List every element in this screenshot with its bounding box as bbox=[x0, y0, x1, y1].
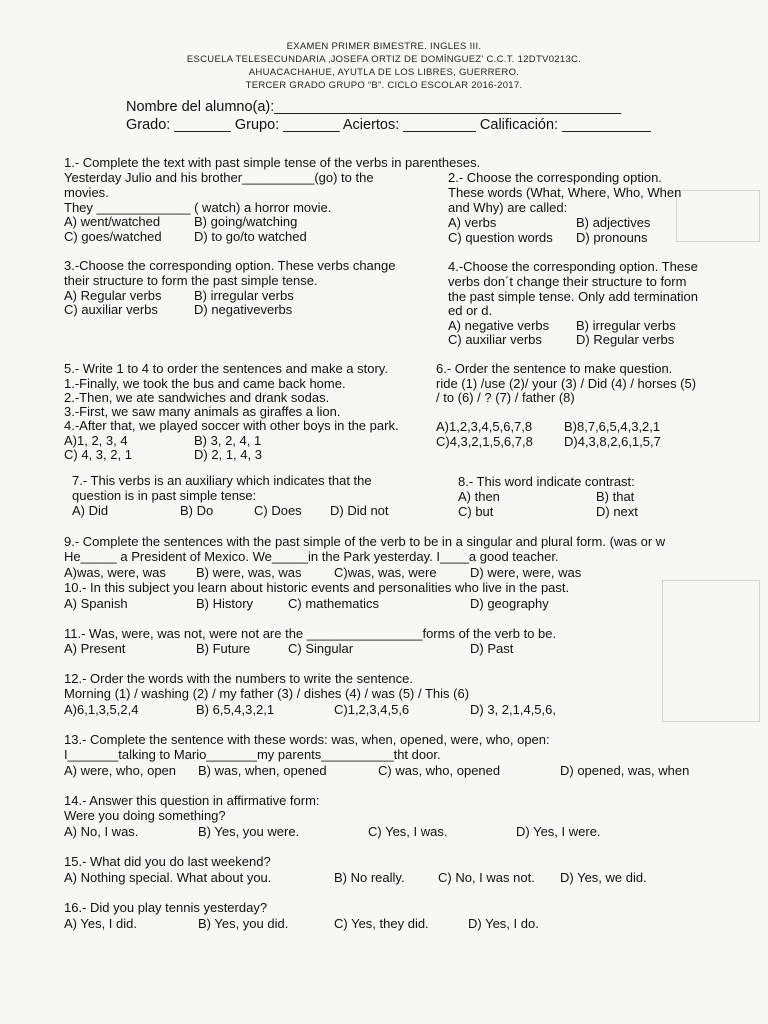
q4-text-line: verbs don´t change their structure to form bbox=[448, 274, 687, 289]
q2-option-a[interactable]: A) verbs bbox=[448, 215, 497, 230]
q6-prompt: 6.- Order the sentence to make question. bbox=[436, 361, 673, 376]
q12-prompt: 12.- Order the words with the numbers to write the sentence. bbox=[64, 671, 414, 686]
q12-text-line: Morning (1) / washing (2) / my father (3) / dishes (4) / was (5) / This (6) bbox=[64, 686, 470, 701]
q1-option-b[interactable]: B) going/watching bbox=[194, 214, 298, 229]
q13-option-a[interactable]: A) were, who, open bbox=[64, 763, 177, 778]
q5-option-c[interactable]: C) 4, 3, 2, 1 bbox=[64, 447, 132, 462]
q3-option-d[interactable]: D) negativeverbs bbox=[194, 302, 293, 317]
q5-sentence: 3.-First, we saw many animals as giraffes a lion. bbox=[64, 404, 341, 419]
q10-option-c[interactable]: C) mathematics bbox=[288, 596, 380, 611]
school-location: AHUACACHAHUE, AYUTLA DE LOS LIBRES, GUERRERO. bbox=[248, 67, 520, 78]
q11-option-a[interactable]: A) Present bbox=[64, 641, 126, 656]
q11-option-d[interactable]: D) Past bbox=[470, 641, 514, 656]
q10-prompt: 10.- In this subject you learn about historic events and personalities who live in the past. bbox=[64, 580, 570, 595]
q1-option-c[interactable]: C) goes/watched bbox=[64, 229, 162, 244]
q6-option-c[interactable]: C)4,3,2,1,5,6,7,8 bbox=[436, 434, 533, 449]
q7-prompt: 7.- This verbs is an auxiliary which indicates that the bbox=[72, 473, 372, 488]
q16-option-d[interactable]: D) Yes, I do. bbox=[468, 916, 539, 931]
q7-option-c[interactable]: C) Does bbox=[254, 503, 302, 518]
q6-text-line: ride (1) /use (2)/ your (3) / Did (4) / horses (5) bbox=[436, 376, 697, 391]
q1-text-line: They _____________ ( watch) a horror movie. bbox=[64, 200, 332, 215]
q4-option-c[interactable]: C) auxiliar verbs bbox=[448, 332, 542, 347]
q4-prompt: 4.-Choose the corresponding option. These bbox=[448, 259, 698, 274]
q9-option-b[interactable]: B) were, was, was bbox=[196, 565, 302, 580]
q2-text-line: These words (What, Where, Who, When bbox=[448, 185, 682, 200]
q2-text-line: and Why) are called: bbox=[448, 200, 568, 215]
grade-group-score-field[interactable]: Grado: _______ Grupo: _______ Aciertos: _________ Calificación: ___________ bbox=[126, 117, 651, 133]
q7-option-a[interactable]: A) Did bbox=[72, 503, 109, 518]
q14-prompt: 14.- Answer this question in affirmative form: bbox=[64, 793, 320, 808]
q13-text-line: I_______talking to Mario_______my parents__________tht door. bbox=[64, 747, 441, 762]
q8-option-a[interactable]: A) then bbox=[458, 489, 500, 504]
q9-option-a[interactable]: A)was, were, was bbox=[64, 565, 166, 580]
q15-prompt: 15.- What did you do last weekend? bbox=[64, 854, 271, 869]
q9-text-line: He_____ a President of Mexico. We_____in the Park yesterday. I____a good teacher. bbox=[64, 549, 559, 564]
q9-prompt: 9.- Complete the sentences with the past simple of the verb to be in a singular and plural form. (was or w bbox=[64, 534, 666, 549]
q4-option-d[interactable]: D) Regular verbs bbox=[576, 332, 675, 347]
q14-option-a[interactable]: A) No, I was. bbox=[64, 824, 139, 839]
q4-option-b[interactable]: B) irregular verbs bbox=[576, 318, 676, 333]
q16-option-c[interactable]: C) Yes, they did. bbox=[334, 916, 429, 931]
bleed-through-box bbox=[662, 580, 760, 722]
q15-option-d[interactable]: D) Yes, we did. bbox=[560, 870, 647, 885]
q2-option-c[interactable]: C) question words bbox=[448, 230, 553, 245]
q1-text-line: movies. bbox=[64, 185, 109, 200]
q16-prompt: 16.- Did you play tennis yesterday? bbox=[64, 900, 268, 915]
q5-option-a[interactable]: A)1, 2, 3, 4 bbox=[64, 433, 128, 448]
q13-option-c[interactable]: C) was, who, opened bbox=[378, 763, 501, 778]
q14-option-b[interactable]: B) Yes, you were. bbox=[198, 824, 300, 839]
q13-option-b[interactable]: B) was, when, opened bbox=[198, 763, 327, 778]
q13-option-d[interactable]: D) opened, was, when bbox=[560, 763, 690, 778]
q12-option-b[interactable]: B) 6,5,4,3,2,1 bbox=[196, 702, 275, 717]
q1-option-d[interactable]: D) to go/to watched bbox=[194, 229, 307, 244]
q6-option-a[interactable]: A)1,2,3,4,5,6,7,8 bbox=[436, 419, 533, 434]
q5-sentence: 4.-After that, we played soccer with other boys in the park. bbox=[64, 418, 399, 433]
q8-option-b[interactable]: B) that bbox=[596, 489, 635, 504]
q3-option-c[interactable]: C) auxiliar verbs bbox=[64, 302, 158, 317]
q6-option-d[interactable]: D)4,3,8,2,6,1,5,7 bbox=[564, 434, 661, 449]
q11-option-b[interactable]: B) Future bbox=[196, 641, 251, 656]
q8-prompt: 8.- This word indicate contrast: bbox=[458, 474, 635, 489]
q8-option-d[interactable]: D) next bbox=[596, 504, 638, 519]
q11-prompt: 11.- Was, were, was not, were not are the ________________forms of the verb to be. bbox=[64, 626, 557, 641]
q2-option-b[interactable]: B) adjectives bbox=[576, 215, 651, 230]
q3-option-b[interactable]: B) irregular verbs bbox=[194, 288, 294, 303]
q5-option-b[interactable]: B) 3, 2, 4, 1 bbox=[194, 433, 262, 448]
q2-prompt: 2.- Choose the corresponding option. bbox=[448, 170, 662, 185]
q10-option-d[interactable]: D) geography bbox=[470, 596, 549, 611]
q4-text-line: the past simple tense. Only add termination bbox=[448, 289, 699, 304]
q15-option-c[interactable]: C) No, I was not. bbox=[438, 870, 535, 885]
q14-text-line: Were you doing something? bbox=[64, 808, 226, 823]
school-name: ESCUELA TELESECUNDARIA ‚JOSEFA ORTIZ DE DOMÍNGUEZ’ C.C.T. 12DTV0213C. bbox=[186, 54, 582, 65]
q7-option-b[interactable]: B) Do bbox=[180, 503, 214, 518]
q5-prompt: 5.- Write 1 to 4 to order the sentences and make a story. bbox=[64, 361, 388, 376]
q7-option-d[interactable]: D) Did not bbox=[330, 503, 389, 518]
q8-option-c[interactable]: C) but bbox=[458, 504, 494, 519]
q5-sentence: 1.-Finally, we took the bus and came back home. bbox=[64, 376, 346, 391]
q1-text-line: Yesterday Julio and his brother__________(go) to the bbox=[64, 170, 374, 185]
q5-option-d[interactable]: D) 2, 1, 4, 3 bbox=[194, 447, 262, 462]
q14-option-d[interactable]: D) Yes, I were. bbox=[516, 824, 601, 839]
q1-prompt: 1.- Complete the text with past simple tense of the verbs in parentheses. bbox=[64, 155, 481, 170]
school-year: TERCER GRADO GRUPO “B”. CICLO ESCOLAR 2016-2017. bbox=[245, 80, 523, 91]
q9-option-d[interactable]: D) were, were, was bbox=[470, 565, 582, 580]
q7-text-line: question is in past simple tense: bbox=[72, 488, 257, 503]
q3-text-line: their structure to form the past simple tense. bbox=[64, 273, 318, 288]
q12-option-d[interactable]: D) 3, 2,1,4,5,6, bbox=[470, 702, 556, 717]
bleed-through-box bbox=[676, 190, 760, 242]
q9-option-c[interactable]: C)was, was, were bbox=[334, 565, 437, 580]
q14-option-c[interactable]: C) Yes, I was. bbox=[368, 824, 448, 839]
q2-option-d[interactable]: D) pronouns bbox=[576, 230, 648, 245]
q10-option-b[interactable]: B) History bbox=[196, 596, 254, 611]
q3-prompt: 3.-Choose the corresponding option. These verbs change bbox=[64, 258, 396, 273]
exam-title: EXAMEN PRIMER BIMESTRE. INGLES III. bbox=[286, 41, 482, 52]
q16-option-a[interactable]: A) Yes, I did. bbox=[64, 916, 137, 931]
q3-option-a[interactable]: A) Regular verbs bbox=[64, 288, 162, 303]
q15-option-a[interactable]: A) Nothing special. What about you. bbox=[64, 870, 272, 885]
q12-option-a[interactable]: A)6,1,3,5,2,4 bbox=[64, 702, 139, 717]
q10-option-a[interactable]: A) Spanish bbox=[64, 596, 128, 611]
q4-text-line: ed or d. bbox=[448, 303, 493, 318]
q12-option-c[interactable]: C)1,2,3,4,5,6 bbox=[334, 702, 410, 717]
q4-option-a[interactable]: A) negative verbs bbox=[448, 318, 550, 333]
q6-text-line: / to (6) / ? (7) / father (8) bbox=[436, 390, 575, 405]
q11-option-c[interactable]: C) Singular bbox=[288, 641, 354, 656]
q1-option-a[interactable]: A) went/watched bbox=[64, 214, 161, 229]
q13-prompt: 13.- Complete the sentence with these words: was, when, opened, were, who, open: bbox=[64, 732, 550, 747]
student-name-field[interactable]: Nombre del alumno(a):___________________________________________ bbox=[126, 99, 622, 115]
q15-option-b[interactable]: B) No really. bbox=[334, 870, 405, 885]
q5-sentence: 2.-Then, we ate sandwiches and drank sodas. bbox=[64, 390, 330, 405]
q16-option-b[interactable]: B) Yes, you did. bbox=[198, 916, 289, 931]
q6-option-b[interactable]: B)8,7,6,5,4,3,2,1 bbox=[564, 419, 661, 434]
